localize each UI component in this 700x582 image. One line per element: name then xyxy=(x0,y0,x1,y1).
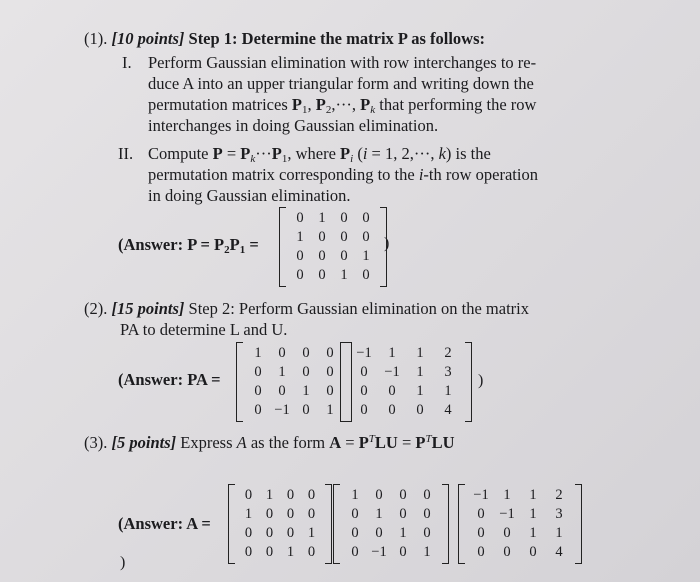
u-matrix-entry: 2 xyxy=(555,487,563,503)
u-matrix-entry: −1 xyxy=(384,364,400,380)
l-matrix-entry: 0 xyxy=(423,506,431,522)
l-matrix-entry: 1 xyxy=(254,345,262,361)
u-matrix-entry: 0 xyxy=(503,544,511,560)
p-matrix-entry: 0 xyxy=(296,267,304,283)
u-matrix-entry: 1 xyxy=(529,487,537,503)
p-matrix-entry: 0 xyxy=(318,267,326,283)
l-matrix-entry: 0 xyxy=(399,506,407,522)
l-matrix-entry: 0 xyxy=(375,525,383,541)
l-matrix-entry: 1 xyxy=(423,544,431,560)
pt-matrix-entry: 0 xyxy=(286,525,295,541)
pt-matrix-entry: 0 xyxy=(286,487,295,503)
item-2-line-2: permutation matrix corresponding to the i-th row operation xyxy=(148,165,538,184)
answer-3-matrix-l xyxy=(333,484,449,564)
problem-2-points: [15 points] xyxy=(111,299,185,318)
l-matrix-entry: 0 xyxy=(302,364,310,380)
u-matrix-entry: 0 xyxy=(388,402,396,418)
u-matrix-entry: 1 xyxy=(555,525,563,541)
problem-2-header xyxy=(84,299,529,319)
problem-3-number: (3). xyxy=(84,433,108,452)
u-matrix-entry: 3 xyxy=(555,506,563,522)
problem-1-points: [10 points] xyxy=(111,29,185,48)
l-matrix-entry: 0 xyxy=(326,345,334,361)
problem-3-points: [5 points] xyxy=(111,433,177,452)
u-matrix-entry: 0 xyxy=(360,364,368,380)
l-matrix-entry: 0 xyxy=(254,402,262,418)
pt-matrix-entry: 0 xyxy=(265,506,274,522)
u-matrix-entry: 1 xyxy=(529,525,537,541)
homework-page: (1). [10 points] Step 1: Determine the matrix P as follows: I. Perform Gaussian elimination with row interchanges to re- duce A into an upper triangular form and writing down the permutation matrices $P_1$, $P_2,\cdot\cdot\cdot$, $P_k$ that performing the row interchanges in doing Gaussian elimination. II. Compute $P = P_k\cdot\cdot\cdot P_1$, where $P_i$ (i = 1, 2,···, k) is the permutation matrix corresponding to the i-th row operation in doing Gaussian elimination. (Answer: $P = P_2P_1$ = 0 1 0 0 1 0 0 0 0 0 0 1 0 0 1 0 ) (2). [15 points] Step 2: Perform Gaussian elimination on the matrix PA to determine L and U. (Answer: PA = 1 0 0 0 0 1 0 0 0 0 1 0 0 −1 0 1 −1 1 1 2 0 −1 1 3 0 0 1 1 0 0 0 4 ) (3). [5 points] Express A as the form $A = P^TLU = P^TLU$ (Answer: A = 0 1 0 0 1 0 0 0 0 0 0 1 0 0 1 0 1 0 0 0 0 1 0 0 0 0 1 0 0 −1 0 1 −1 1 1 2 0 −1 1 3 0 0 1 1 0 0 0 4 ) xyxy=(0,0,700,582)
pt-matrix-entry: 1 xyxy=(307,525,316,541)
item-2-line-3: in doing Gaussian elimination. xyxy=(148,186,351,205)
item-1-line-1: Perform Gaussian elimination with row interchanges to re- xyxy=(148,53,537,72)
u-matrix-entry: 4 xyxy=(444,402,452,418)
answer-2-label: (Answer: PA = xyxy=(118,370,221,389)
l-matrix-entry: 1 xyxy=(278,364,286,380)
l-matrix-entry: 0 xyxy=(302,402,310,418)
u-matrix-entry: 1 xyxy=(416,364,424,380)
problem-2-heading: Step 2: Perform Gaussian elimination on the matrix xyxy=(188,299,529,318)
p-matrix-entry: 0 xyxy=(362,229,370,245)
answer-3-matrix-pt xyxy=(228,484,332,564)
u-matrix-entry: 2 xyxy=(444,345,452,361)
pt-matrix-entry: 0 xyxy=(286,506,295,522)
u-matrix-entry: 1 xyxy=(416,383,424,399)
pt-matrix-entry: 1 xyxy=(265,487,274,503)
u-matrix-entry: −1 xyxy=(499,506,515,522)
problem-2-line-2: PA to determine L and U. xyxy=(120,320,288,339)
u-matrix-entry: 1 xyxy=(416,345,424,361)
l-matrix-entry: 0 xyxy=(351,525,359,541)
u-matrix-entry: −1 xyxy=(356,345,372,361)
answer-2-matrix-l xyxy=(236,342,352,422)
pt-matrix-entry: 0 xyxy=(244,487,253,503)
pt-matrix-entry: 0 xyxy=(265,525,274,541)
item-1-number: I. xyxy=(122,53,132,72)
l-matrix-entry: 0 xyxy=(375,487,383,503)
answer-1-matrix-p xyxy=(279,207,387,287)
l-matrix-entry: 1 xyxy=(302,383,310,399)
p-matrix-entry: 0 xyxy=(340,210,348,226)
answer-3-matrix-u xyxy=(458,484,582,564)
problem-1-heading: Step 1: Determine the matrix P as follows: xyxy=(188,29,485,48)
u-matrix-entry: 0 xyxy=(477,525,485,541)
l-matrix-entry: 0 xyxy=(278,383,286,399)
item-1-line-3: permutation matrices $P_1$, $P_2,\cdot\cdot\cdot$, $P_k$ that performing the row xyxy=(148,95,537,116)
item-1-line-2: duce A into an upper triangular form and writing down the xyxy=(148,74,534,93)
l-matrix-entry: 0 xyxy=(254,364,262,380)
l-matrix-entry: 0 xyxy=(326,364,334,380)
u-matrix-entry: 1 xyxy=(503,487,511,503)
pt-matrix-entry: 0 xyxy=(307,487,316,503)
l-matrix-entry: 1 xyxy=(326,402,334,418)
u-matrix-entry: 0 xyxy=(388,383,396,399)
p-matrix-entry: 0 xyxy=(296,210,304,226)
p-matrix-entry: 0 xyxy=(318,229,326,245)
p-matrix-entry: 0 xyxy=(340,229,348,245)
u-matrix-entry: 0 xyxy=(360,383,368,399)
l-matrix-entry: 0 xyxy=(278,345,286,361)
l-matrix-entry: 0 xyxy=(254,383,262,399)
u-matrix-entry: 1 xyxy=(388,345,396,361)
answer-3-label: (Answer: A = xyxy=(118,514,211,533)
u-matrix-entry: 1 xyxy=(529,506,537,522)
answer-2-matrix-u xyxy=(340,342,472,422)
pt-matrix-entry: 0 xyxy=(307,506,316,522)
l-matrix-entry: 0 xyxy=(351,506,359,522)
u-matrix-entry: 0 xyxy=(477,506,485,522)
problem-1-header xyxy=(84,29,485,49)
l-matrix-entry: 1 xyxy=(375,506,383,522)
l-matrix-entry: 1 xyxy=(351,487,359,503)
l-matrix-entry: 1 xyxy=(399,525,407,541)
l-matrix-entry: 0 xyxy=(399,487,407,503)
l-matrix-entry: 0 xyxy=(399,544,407,560)
problem-1-number: (1). xyxy=(84,29,108,48)
u-matrix-entry: 0 xyxy=(503,525,511,541)
p-matrix-entry: 0 xyxy=(318,248,326,264)
u-matrix-entry: −1 xyxy=(473,487,489,503)
u-matrix-entry: 0 xyxy=(360,402,368,418)
l-matrix-entry: 0 xyxy=(302,345,310,361)
item-2-number: II. xyxy=(118,144,134,163)
p-matrix-entry: 0 xyxy=(340,248,348,264)
l-matrix-entry: 0 xyxy=(423,487,431,503)
u-matrix-entry: 0 xyxy=(529,544,537,560)
l-matrix-entry: −1 xyxy=(274,402,290,418)
problem-2-number: (2). xyxy=(84,299,108,318)
p-matrix-entry: 0 xyxy=(362,267,370,283)
pt-matrix-entry: 1 xyxy=(286,544,295,560)
l-matrix-entry: 0 xyxy=(423,525,431,541)
u-matrix-entry: 0 xyxy=(416,402,424,418)
pt-matrix-entry: 0 xyxy=(244,544,253,560)
p-matrix-entry: 1 xyxy=(340,267,348,283)
item-1-line-4: interchanges in doing Gaussian elimination. xyxy=(148,116,439,135)
p-matrix-entry: 0 xyxy=(296,248,304,264)
pt-matrix-entry: 0 xyxy=(244,525,253,541)
pt-matrix-entry: 1 xyxy=(244,506,253,522)
l-matrix-entry: 0 xyxy=(326,383,334,399)
p-matrix-entry: 1 xyxy=(296,229,304,245)
p-matrix-entry: 1 xyxy=(318,210,326,226)
l-matrix-entry: 0 xyxy=(351,544,359,560)
p-matrix-entry: 1 xyxy=(362,248,370,264)
u-matrix-entry: 3 xyxy=(444,364,452,380)
p-matrix-entry: 0 xyxy=(362,210,370,226)
u-matrix-entry: 0 xyxy=(477,544,485,560)
item-2-line-1: Compute $P = P_k\cdot\cdot\cdot P_1$, where $P_i$ (i = 1, 2,···, k) is the xyxy=(148,144,491,165)
problem-3-header: (3). [5 points] Express A as the form $A = P^TLU = P^TLU$ xyxy=(84,433,455,452)
pt-matrix-entry: 0 xyxy=(307,544,316,560)
pt-matrix-entry: 0 xyxy=(265,544,274,560)
u-matrix-entry: 4 xyxy=(555,544,563,560)
u-matrix-entry: 1 xyxy=(444,383,452,399)
l-matrix-entry: −1 xyxy=(371,544,387,560)
answer-1-label: (Answer: $P = P_2P_1$ = xyxy=(118,235,259,256)
